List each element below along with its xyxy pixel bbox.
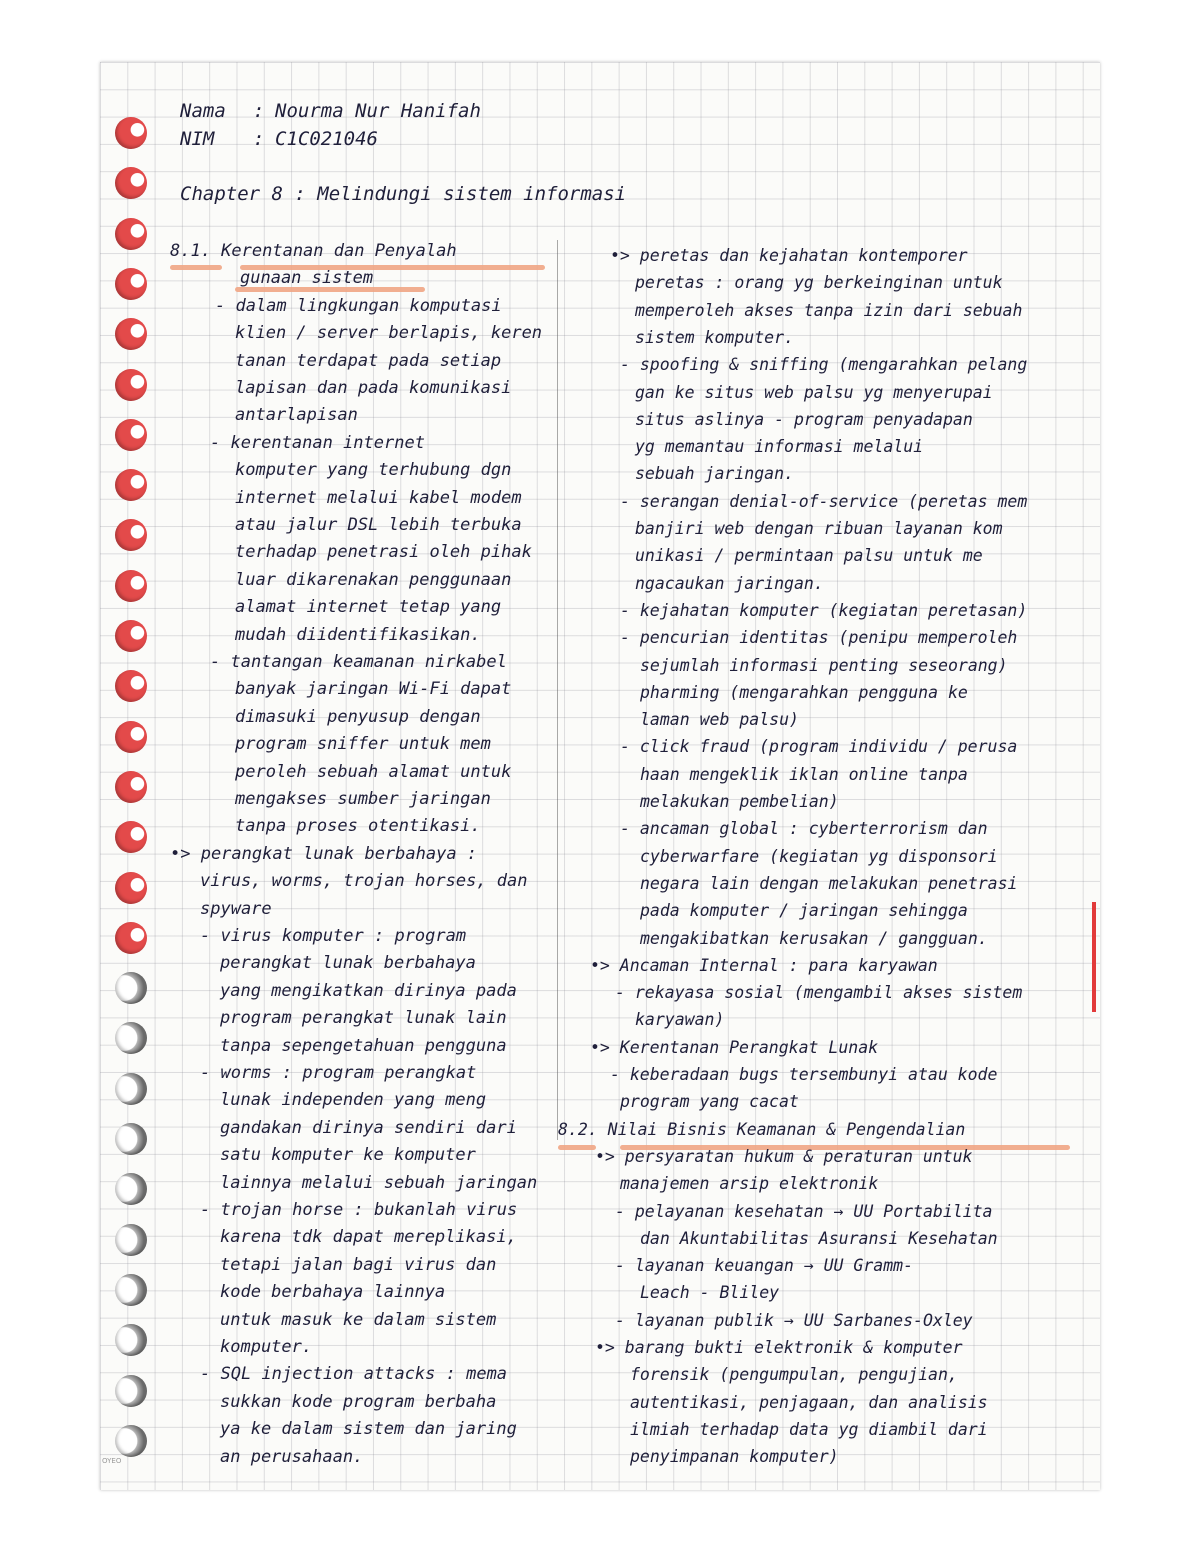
binder-hole [115,972,147,1004]
left-note-line: kode berbahaya lainnya [220,1282,446,1303]
binder-hole [115,218,147,250]
right-note-line: - pencurian identitas (penipu memperoleh [620,628,1018,648]
right-note-line: program yang cacat [620,1092,799,1112]
right-note-line: pada komputer / jaringan sehingga [640,901,968,921]
binder-hole [115,1375,147,1407]
left-note-line: mengakses sumber jaringan [235,789,491,809]
right-note-line: - click fraud (program individu / perusa [620,737,1018,757]
left-note-line: - virus komputer : program [200,926,467,946]
right-note-line: •> persyaratan hukum & peraturan untuk [595,1146,973,1166]
binder-hole [115,1224,147,1256]
left-note-line: banyak jaringan Wi-Fi dapat [235,679,512,700]
student-name: Nourma Nur Hanifah [275,100,481,122]
right-note-line: situs aslinya - program penyadapan [635,409,973,429]
left-note-line: - kerentanan internet [210,432,425,453]
right-note-line: sebuah jaringan. [635,464,794,484]
binder-hole [115,117,147,149]
left-note-line: untuk masuk ke dalam sistem [220,1309,497,1330]
right-note-line: banjiri web dengan ribuan layanan kom [635,519,1003,538]
left-note-line: tanpa sepengetahuan pengguna [220,1035,507,1056]
binder-hole [115,570,147,602]
left-note-line: lunak independen yang meng [220,1090,487,1111]
left-note-line: •> perangkat lunak berbahaya : [170,843,478,864]
section-highlight [170,265,222,270]
left-note-line: karena tdk dapat mereplikasi, [220,1227,517,1248]
right-note-line: yg memantau informasi melalui [635,437,924,457]
right-note-line: forensik (pengumpulan, pengujian, [630,1365,958,1385]
right-note-line: negara lain dengan melakukan penetrasi [640,873,1018,893]
left-note-line: an perusahaan. [220,1446,364,1467]
right-note-line: •> Ancaman Internal : para karyawan [590,955,938,975]
binder-hole [115,318,147,350]
right-note-line: - spoofing & sniffing (mengarahkan pelang [620,355,1028,375]
notebook-brand: OYEO [102,1457,122,1465]
right-note-line: dan Akuntabilitas Asuransi Kesehatan [640,1228,998,1248]
student-nim: C1C021046 [275,128,378,150]
right-note-line: haan mengeklik iklan online tanpa [640,764,968,784]
notebook-page [100,62,1100,1490]
right-note-line: peretas : orang yg berkeinginan untuk [635,273,1003,293]
binder-hole [115,1324,147,1356]
left-note-line: satu komputer ke komputer [220,1145,476,1166]
left-note-line: lapisan dan pada komunikasi [235,378,512,398]
left-note-line: lainnya melalui sebuah jaringan [220,1172,538,1193]
right-note-line: 8.2. Nilai Bisnis Keamanan & Pengendalian [558,1119,966,1139]
right-note-line: manajemen arsip elektronik [620,1174,879,1194]
right-note-line: - rekayasa sosial (mengambil akses sistem [615,983,1023,1003]
left-note-line: - trojan horse : bukanlah virus [200,1200,518,1220]
binder-hole [115,721,147,753]
section-highlight [558,1145,596,1150]
left-note-line: komputer yang terhubung dgn [235,460,512,481]
right-note-line: •> peretas dan kejahatan kontemporer [610,246,968,265]
left-note-line: gunaan sistem [240,268,374,289]
left-note-line: tanpa proses otentikasi. [235,816,481,837]
left-note-line: terhadap penetrasi oleh pihak [235,542,532,563]
binder-holes [115,117,155,1477]
left-note-line: alamat internet tetap yang [235,597,502,618]
left-note-line: antarlapisan [235,405,358,426]
left-note-line: 8.1. Kerentanan dan Penyalah [170,241,457,261]
right-note-line: - serangan denial-of-service (peretas mem [620,491,1028,511]
left-note-line: dimasuki penyusup dengan [235,706,481,727]
binder-hole [115,419,147,451]
left-note-line: program sniffer untuk mem [235,734,491,755]
right-note-line: •> barang bukti elektronik & komputer [595,1338,963,1357]
right-note-line: ilmiah terhadap data yg diambil dari [630,1419,988,1439]
left-note-line: program perangkat lunak lain [220,1008,507,1029]
right-note-line: Leach - Bliley [640,1283,780,1303]
binder-hole [115,268,147,300]
binder-hole [115,167,147,199]
nim-label: NIM [180,128,215,150]
left-note-line: gandakan dirinya sendiri dari [220,1117,517,1138]
binder-hole [115,771,147,803]
left-note-line: sukkan kode program berbaha [220,1391,497,1412]
right-note-line: memperoleh akses tanpa izin dari sebuah [635,300,1023,320]
left-note-line: mudah diidentifikasikan. [235,624,481,645]
nim-colon: : [253,128,265,150]
binder-hole [115,620,147,652]
nama-colon: : [253,100,265,122]
left-note-line: atau jalur DSL lebih terbuka [235,515,522,535]
binder-hole [115,1173,147,1205]
nama-label: Nama [180,100,226,122]
right-note-line: sejumlah informasi penting seseorang) [640,655,1008,675]
right-note-line: - kejahatan komputer (kegiatan peretasan) [620,600,1028,620]
binder-hole [115,1123,147,1155]
left-note-line: perangkat lunak berbahaya [220,953,476,974]
right-note-line: pharming (mengarahkan pengguna ke [640,682,968,702]
left-note-line: peroleh sebuah alamat untuk [235,761,512,782]
left-note-line: klien / server berlapis, keren [235,323,543,344]
right-note-line: - layanan publik → UU Sarbanes-Oxley [615,1310,973,1330]
right-note-line: - ancaman global : cyberterrorism dan [620,819,988,839]
left-note-line: yang mengikatkan dirinya pada [220,980,517,1001]
binder-hole [115,1425,147,1457]
binder-hole [115,469,147,501]
right-note-line: unikasi / permintaan palsu untuk me [635,546,983,566]
binder-hole [115,1274,147,1306]
right-note-line: karyawan) [635,1010,725,1030]
left-note-line: ya ke dalam sistem dan jaring [220,1419,517,1440]
right-note-line: melakukan pembelian) [640,792,839,811]
right-note-line: •> Kerentanan Perangkat Lunak [590,1037,879,1057]
left-note-line: tanan terdapat pada setiap [235,350,502,371]
right-note-line: laman web palsu) [640,710,799,730]
binder-hole [115,519,147,551]
left-note-line: tetapi jalan bagi virus dan [220,1254,497,1275]
binder-hole [115,1073,147,1105]
binder-hole [115,369,147,401]
left-note-line: - worms : program perangkat [200,1063,477,1083]
right-note-line: gan ke situs web palsu yg menyerupai [635,382,993,402]
binder-hole [115,922,147,954]
right-note-line: cyberwarfare (kegiatan yg disponsori [640,846,998,866]
left-note-line: - tantangan keamanan nirkabel [210,652,507,672]
left-note-line: - dalam lingkungan komputasi [215,295,502,316]
page-edge-marker [1092,902,1096,1012]
left-note-line: virus, worms, trojan horses, dan [200,871,528,892]
right-note-line: penyimpanan komputer) [630,1447,839,1467]
binder-hole [115,872,147,904]
right-note-line: sistem komputer. [635,327,794,347]
left-note-line: spyware [200,898,272,919]
left-note-line: luar dikarenakan penggunaan [235,569,512,590]
left-note-line: internet melalui kabel modem [235,487,522,508]
chapter-title: Chapter 8 : Melindungi sistem informasi [180,183,627,205]
right-note-line: - keberadaan bugs tersembunyi atau kode [610,1065,998,1084]
right-note-line: mengakibatkan kerusakan / gangguan. [640,928,988,948]
right-note-line: ngacaukan jaringan. [635,573,824,593]
binder-hole [115,821,147,853]
binder-hole [115,1022,147,1054]
right-note-line: - layanan keuangan → UU Gramm- [615,1256,914,1276]
column-divider [557,240,558,1140]
right-note-line: - pelayanan kesehatan → UU Portabilita [615,1201,993,1221]
right-note-line: autentikasi, penjagaan, dan analisis [630,1392,988,1412]
left-note-line: - SQL injection attacks : mema [200,1364,508,1385]
left-note-line: komputer. [220,1337,313,1357]
binder-hole [115,670,147,702]
